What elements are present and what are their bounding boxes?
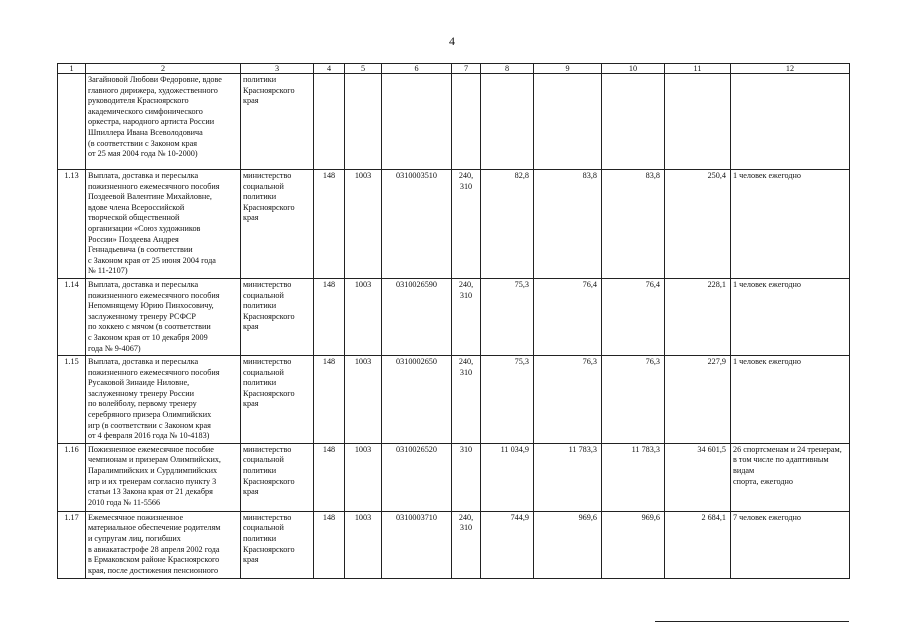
row-administrator: министерство социальной политики Красноярского края [241, 170, 314, 279]
column-header: 10 [602, 64, 665, 74]
row-note: 26 спортсменам и 24 тренерам, в том числе по адаптивным видам спорта, ежегодно [731, 443, 850, 511]
row-number: 1.14 [58, 278, 86, 355]
table-row [58, 278, 850, 355]
row-administrator: министерство социальной политики Красноярского края [241, 356, 314, 444]
row-value-8: 744,9 [481, 511, 534, 578]
row-description: Пожизненное ежемесячное пособие чемпионам и призерам Олимпийских, Паралимпийских и Сурдлимпийских игр и их тренерам согласно пункту 3 статьи 13 Закона края от 21 декабря 2010 года № 11-5566 [86, 443, 241, 511]
row-number: 1.17 [58, 511, 86, 578]
row-code-4 [314, 74, 345, 170]
row-code-5: 1003 [345, 278, 382, 355]
row-code-5 [345, 74, 382, 170]
page-footer-rule [655, 621, 849, 622]
row-value-10: 969,6 [602, 511, 665, 578]
row-number: 1.16 [58, 443, 86, 511]
row-code-5: 1003 [345, 356, 382, 444]
row-note: 7 человек ежегодно [731, 511, 850, 578]
column-header: 3 [241, 64, 314, 74]
row-administrator: политики Красноярского края [241, 74, 314, 170]
column-header: 8 [481, 64, 534, 74]
table-row [58, 356, 850, 444]
row-value-8: 75,3 [481, 356, 534, 444]
column-header: 7 [452, 64, 481, 74]
row-code-4: 148 [314, 443, 345, 511]
budget-table [57, 63, 850, 579]
row-value-9: 76,3 [534, 356, 602, 444]
row-value-11: 2 684,1 [665, 511, 731, 578]
row-description: Выплата, доставка и пересылка пожизненного ежемесячного пособия Русаковой Зинаиде Ниловне, заслуженному тренеру России по волейболу, первому тренеру серебряного призера Олимпийских игр (в соответствии с Законом края от 4 февраля 2016 года № 10-4183) [86, 356, 241, 444]
column-header: 6 [382, 64, 452, 74]
row-note [731, 74, 850, 170]
table-row [58, 170, 850, 279]
row-code-5: 1003 [345, 511, 382, 578]
row-description: Выплата, доставка и пересылка пожизненного ежемесячного пособия Непомнящему Юрию Пинхосовичу, заслуженному тренеру РСФСР по хоккею с мячом (в соответствии с Законом края от 10 декабря 2009 года № 9-4067) [86, 278, 241, 355]
row-note: 1 человек ежегодно [731, 170, 850, 279]
row-value-11: 227,9 [665, 356, 731, 444]
row-value-9: 76,4 [534, 278, 602, 355]
row-administrator: министерство социальной политики Красноярского края [241, 278, 314, 355]
row-code-6: 0310002650 [382, 356, 452, 444]
row-administrator: министерство социальной политики Красноярского края [241, 511, 314, 578]
row-value-9: 969,6 [534, 511, 602, 578]
row-value-8: 82,8 [481, 170, 534, 279]
column-header: 12 [731, 64, 850, 74]
row-value-10: 83,8 [602, 170, 665, 279]
row-number: 1.13 [58, 170, 86, 279]
row-note: 1 человек ежегодно [731, 356, 850, 444]
row-code-4: 148 [314, 170, 345, 279]
row-value-10: 76,4 [602, 278, 665, 355]
row-code-7: 310 [452, 443, 481, 511]
row-code-7 [452, 74, 481, 170]
row-value-8 [481, 74, 534, 170]
row-code-4: 148 [314, 511, 345, 578]
row-code-5: 1003 [345, 443, 382, 511]
page-number: 4 [449, 34, 455, 48]
row-value-8: 75,3 [481, 278, 534, 355]
row-code-7: 240, 310 [452, 511, 481, 578]
table-row [58, 443, 850, 511]
row-description: Загайновой Любови Федоровне, вдове главного дирижера, художественного руководителя Красноярского академического симфонического оркестра, народного артиста России Шпиллера Ивана Всеволодовича (в соответствии с Законом края от 25 мая 2004 года № 10-2000) [86, 74, 241, 170]
row-value-11: 250,4 [665, 170, 731, 279]
row-code-7: 240, 310 [452, 356, 481, 444]
row-value-9: 11 783,3 [534, 443, 602, 511]
header-row [58, 64, 850, 74]
column-header: 9 [534, 64, 602, 74]
row-code-7: 240, 310 [452, 170, 481, 279]
row-value-8: 11 034,9 [481, 443, 534, 511]
row-code-6: 0310026590 [382, 278, 452, 355]
row-note: 1 человек ежегодно [731, 278, 850, 355]
row-value-9: 83,8 [534, 170, 602, 279]
table-row [58, 74, 850, 170]
row-value-10: 76,3 [602, 356, 665, 444]
row-administrator: министерство социальной политики Красноярского края [241, 443, 314, 511]
column-header: 2 [86, 64, 241, 74]
row-code-6 [382, 74, 452, 170]
row-code-5: 1003 [345, 170, 382, 279]
row-number: 1.15 [58, 356, 86, 444]
row-description: Ежемесячное пожизненное материальное обеспечение родителям и супругам лиц, погибших в авиакатастрофе 28 апреля 2002 года в Ермаковском районе Красноярского края, после достижения пенсионного [86, 511, 241, 578]
row-code-6: 0310003710 [382, 511, 452, 578]
row-code-4: 148 [314, 356, 345, 444]
row-value-10 [602, 74, 665, 170]
row-value-11: 34 601,5 [665, 443, 731, 511]
column-header: 4 [314, 64, 345, 74]
row-value-11 [665, 74, 731, 170]
row-code-7: 240, 310 [452, 278, 481, 355]
row-code-4: 148 [314, 278, 345, 355]
row-code-6: 0310003510 [382, 170, 452, 279]
row-code-6: 0310026520 [382, 443, 452, 511]
column-header: 1 [58, 64, 86, 74]
row-value-10: 11 783,3 [602, 443, 665, 511]
row-number [58, 74, 86, 170]
table-row [58, 511, 850, 578]
row-value-11: 228,1 [665, 278, 731, 355]
column-header: 11 [665, 64, 731, 74]
column-header: 5 [345, 64, 382, 74]
row-description: Выплата, доставка и пересылка пожизненного ежемесячного пособия Поздеевой Валентине Михайловне, вдове члена Всероссийской творческой общественной организации «Союз художников России» Поздеева Андрея Геннадьевича (в соответствии с Законом края от 25 июня 2004 года № 11-2107) [86, 170, 241, 279]
row-value-9 [534, 74, 602, 170]
